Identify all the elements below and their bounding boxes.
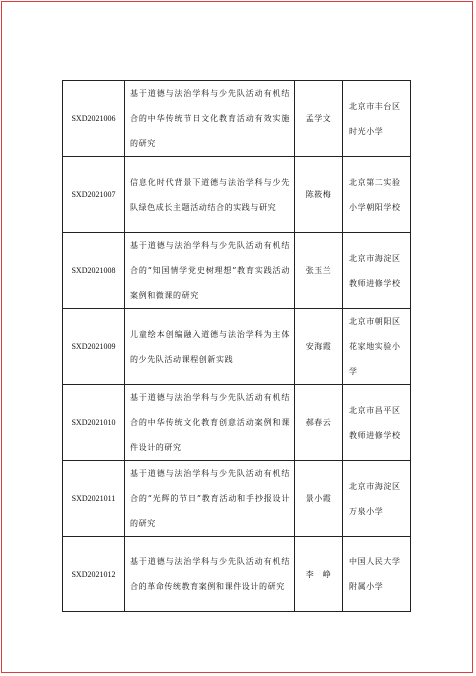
table-row xyxy=(63,461,411,537)
project-title-cell: 信息化时代背景下道德与法治学科与少先队绿色成长主题活动结合的实践与研究 xyxy=(125,157,295,233)
project-title-cell: 基于道德与法治学科与少先队活动有机结合的中华传统文化教育创意活动案例和课件设计的研究 xyxy=(125,385,295,461)
project-id-cell: SXD2021009 xyxy=(63,309,125,385)
project-leader-cell: 安海霞 xyxy=(295,309,343,385)
project-unit-cell: 北京市丰台区时光小学 xyxy=(343,81,411,157)
project-unit-cell: 北京市海淀区万泉小学 xyxy=(343,461,411,537)
project-id-cell: SXD2021008 xyxy=(63,233,125,309)
project-unit-cell: 北京市昌平区教师进修学校 xyxy=(343,385,411,461)
project-unit-cell: 北京第二实验小学朝阳学校 xyxy=(343,157,411,233)
project-title-cell: 基于道德与法治学科与少先队活动有机结合的“光辉的节日”教育活动和手抄报设计的研究 xyxy=(125,461,295,537)
project-id-cell: SXD2021011 xyxy=(63,461,125,537)
project-unit-cell: 北京市海淀区教师进修学校 xyxy=(343,233,411,309)
project-title-cell: 基于道德与法治学科与少先队活动有机结合的中华传统节日文化教育活动有效实施的研究 xyxy=(125,81,295,157)
project-table xyxy=(62,80,411,612)
project-id-cell: SXD2021006 xyxy=(63,81,125,157)
project-leader-cell: 张玉兰 xyxy=(295,233,343,309)
project-unit-cell: 中国人民大学附属小学 xyxy=(343,537,411,612)
table-row xyxy=(63,537,411,612)
project-leader-cell: 李 峥 xyxy=(295,537,343,612)
project-title-cell: 儿童绘本创编融入道德与法治学科为主体的少先队活动课程创新实践 xyxy=(125,309,295,385)
project-leader-cell: 陈筱梅 xyxy=(295,157,343,233)
table-body xyxy=(63,81,411,612)
project-id-cell: SXD2021007 xyxy=(63,157,125,233)
project-leader-cell: 孟学文 xyxy=(295,81,343,157)
project-id-cell: SXD2021010 xyxy=(63,385,125,461)
project-id-cell: SXD2021012 xyxy=(63,537,125,612)
table-row xyxy=(63,233,411,309)
table-row xyxy=(63,385,411,461)
project-title-cell: 基于道德与法治学科与少先队活动有机结合的革命传统教育案例和课件设计的研究 xyxy=(125,537,295,612)
table-row xyxy=(63,157,411,233)
project-title-cell: 基于道德与法治学科与少先队活动有机结合的“知国情学党史树理想”教育实践活动案例和微课的研究 xyxy=(125,233,295,309)
project-leader-cell: 景小霞 xyxy=(295,461,343,537)
table-row xyxy=(63,309,411,385)
project-leader-cell: 郝春云 xyxy=(295,385,343,461)
table-row xyxy=(63,81,411,157)
project-unit-cell: 北京市朝阳区花家地实验小学 xyxy=(343,309,411,385)
